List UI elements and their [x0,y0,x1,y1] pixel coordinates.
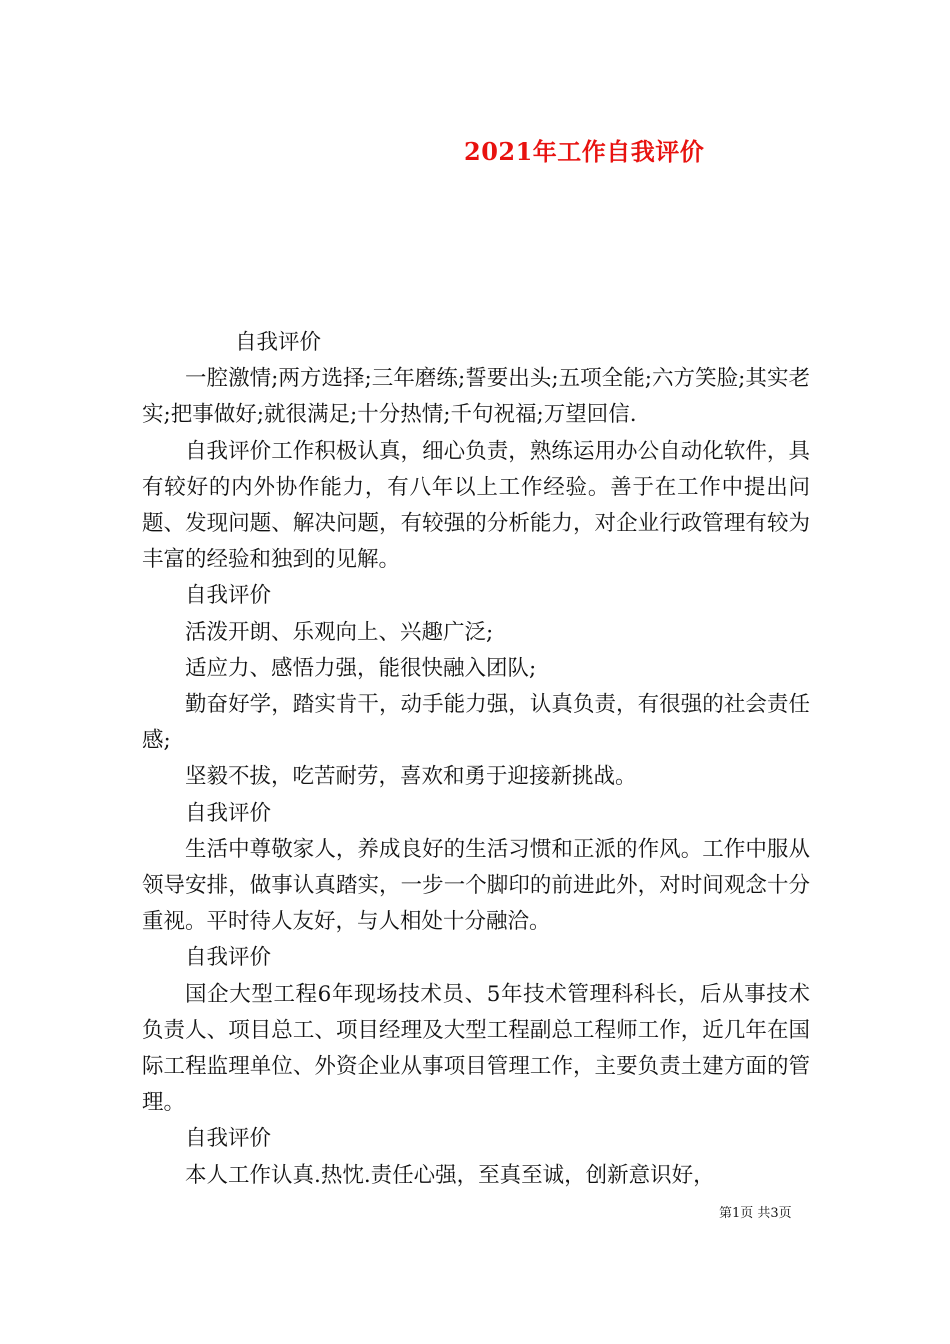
section-heading: 自我评价 [185,800,272,826]
paragraph: 适应力、感悟力强，能很快融入团队; [185,655,537,681]
section-heading: 自我评价 [185,1126,272,1152]
paragraph: 生活中尊敬家人，养成良好的生活习惯和正派的作风。工作中服从领导安排，做事认真踏实，一步一个脚印的前进此外，对时间观念十分重视。平时待人友好，与人相处十分融洽。 [142,836,810,935]
paragraph: 活泼开朗、乐观向上、兴趣广泛; [185,619,494,645]
page-number: 第1页 共3页 [719,1206,792,1221]
paragraph: 自我评价工作积极认真，细心负责，熟练运用办公自动化软件，具有较好的内外协作能力，有八年以上工作经验。善于在工作中提出问题、发现问题、解决问题，有较强的分析能力，对企业行政管理有较为丰富的经验和独到的见解。 [142,438,810,573]
paragraph: 国企大型工程6年现场技术员、5年技术管理科科长，后从事技术负责人、项目总工、项目经理及大型工程副总工程师工作，近几年在国际工程监理单位、外资企业从事项目管理工作，主要负责土建方面的管理。 [142,981,810,1116]
paragraph: 一腔激情;两方选择;三年磨练;誓要出头;五项全能;六方笑脸;其实老实;把事做好;就很满足;十分热情;千句祝福;万望回信. [142,366,810,428]
paragraph: 勤奋好学，踏实肯干，动手能力强，认真负责，有很强的社会责任感; [142,692,810,754]
section-heading: 自我评价 [185,945,272,971]
section-heading: 自我评价 [235,330,322,355]
document-title: 2021年工作自我评价 [464,137,705,166]
section-heading: 自我评价 [185,583,272,609]
paragraph: 本人工作认真.热忱.责任心强，至真至诚，创新意识好， [185,1162,715,1188]
paragraph: 坚毅不拔，吃苦耐劳，喜欢和勇于迎接新挑战。 [185,764,637,790]
document-body [142,325,810,1194]
